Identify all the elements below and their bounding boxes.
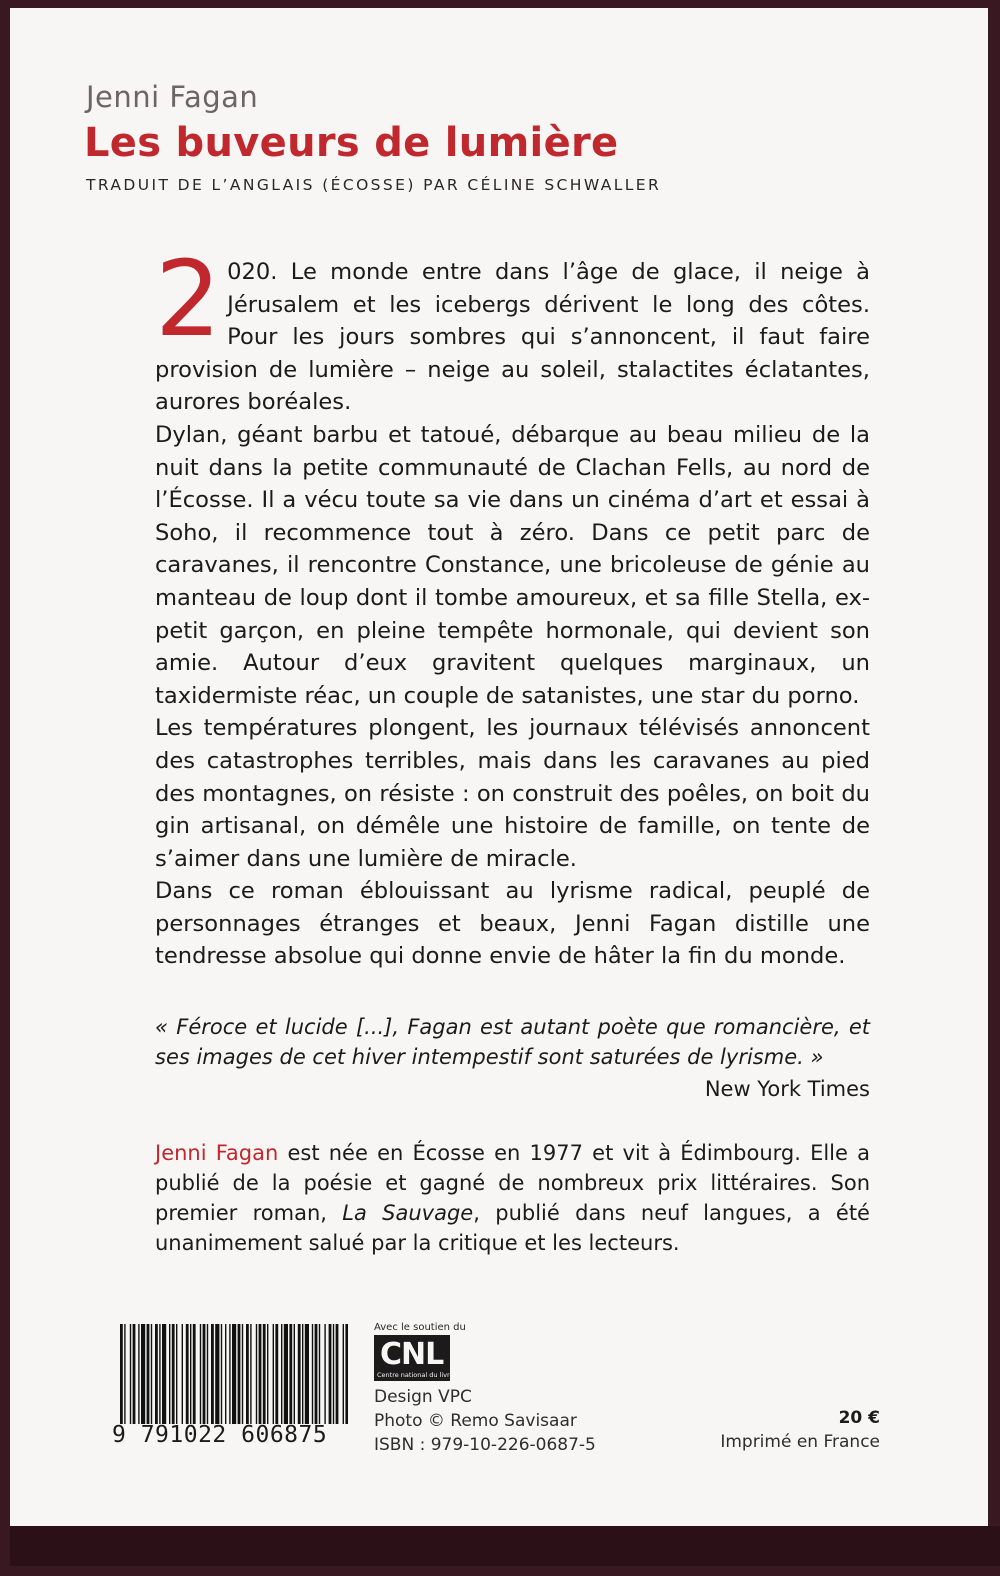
barcode-bar (246, 1324, 249, 1424)
barcode-bar (263, 1324, 266, 1424)
drop-cap: 2 (155, 238, 222, 360)
barcode-bar (238, 1324, 241, 1424)
barcode-bars (120, 1324, 348, 1424)
barcode-bar (284, 1324, 288, 1424)
barcode-bar (172, 1324, 175, 1424)
barcode-bar (176, 1324, 177, 1424)
barcode-bar (200, 1324, 201, 1424)
barcode-bar (294, 1324, 295, 1424)
bio-book-title: La Sauvage (342, 1201, 474, 1225)
author-name: Jenni Fagan (86, 80, 259, 114)
translator-credit: TRADUIT DE L’ANGLAIS (ÉCOSSE) PAR CÉLINE SCHWALLER (86, 176, 662, 194)
blurb-paragraph-3: Les températures plongent, les journaux télévisés annoncent des catastrophes terribles, mais dans les caravanes au pied des montagnes, on résiste : on construit des poêles, on boit du gin artisanal, on démêle une histoire de famille, on tente de s’aimer dans une lumière de miracle. (155, 715, 870, 872)
barcode-bar (336, 1324, 339, 1424)
blurb-paragraph-1 (155, 238, 870, 419)
barcode-bar (242, 1324, 243, 1424)
review-quote: « Féroce et lucide [...], Fagan est autant poète que romancière, et ses images de cet hiver intempestif sont saturées de lyrisme. » (155, 1015, 870, 1069)
barcode-bar (333, 1324, 334, 1424)
printed-in: Imprimé en France (720, 1432, 880, 1452)
barcode-bar (302, 1324, 303, 1424)
barcode-bar (305, 1324, 309, 1424)
cnl-logo-letters: CNL (380, 1337, 444, 1372)
bio-text-1: est née en Écosse en 1977 et vit à Édimbourg. Elle a publié de la poésie et gagné de nombreux prix littéraires. Son premier roman, (155, 1141, 870, 1225)
barcode-bar (343, 1324, 344, 1424)
barcode-bar (151, 1324, 152, 1424)
barcode-bar (120, 1324, 123, 1424)
barcode-bar (221, 1324, 222, 1424)
barcode-bar (159, 1324, 160, 1424)
barcode-bar (130, 1324, 131, 1424)
barcode-bar (162, 1324, 166, 1424)
barcode-bar (229, 1324, 230, 1424)
barcode-bar (329, 1324, 332, 1424)
support-label: Avec le soutien du (374, 1322, 466, 1333)
barcode-bar (169, 1324, 170, 1424)
price: 20 € (838, 1408, 880, 1428)
barcode-bar (193, 1324, 196, 1424)
barcode-bar (207, 1324, 208, 1424)
blurb-paragraph-4: Dans ce roman éblouissant au lyrisme radical, peuplé de personnages étranges et beaux, Jenni Fagan distille une tendresse absolue qui donne envie de hâter la fin du monde. (155, 878, 870, 970)
barcode-bar (182, 1324, 183, 1424)
barcode-bar (275, 1324, 278, 1424)
barcode-bar (324, 1324, 325, 1424)
barcode-bar (298, 1324, 301, 1424)
barcode-bar (133, 1324, 136, 1424)
isbn: ISBN : 979-10-226-0687-5 (374, 1435, 596, 1455)
barcode-bar (215, 1324, 219, 1424)
barcode-bar (312, 1324, 313, 1424)
cnl-logo (374, 1335, 454, 1381)
bio-text-2: , publié dans neuf langues, a été unanimement salué par la critique et les lecteurs. (155, 1201, 870, 1255)
barcode-bar (250, 1324, 251, 1424)
cover-edge (10, 1526, 1000, 1566)
barcode-bar (190, 1324, 191, 1424)
design-credit: Design VPC (374, 1387, 472, 1407)
bio-author-name: Jenni Fagan (155, 1141, 279, 1165)
barcode-bar (138, 1324, 139, 1424)
barcode-bar (281, 1324, 282, 1424)
barcode-bar (225, 1324, 226, 1424)
barcode-bar (232, 1324, 236, 1424)
barcode-bar (259, 1324, 262, 1424)
credits (374, 1385, 596, 1457)
barcode-bar (203, 1324, 206, 1424)
barcode-bar (345, 1324, 348, 1424)
blurb-paragraph-1-text: 020. Le monde entre dans l’âge de glace, il neige à Jérusalem et les icebergs dérivent le long des côtes. Pour les jours sombres qui s’annoncent, il faut faire provision de lumière – neige au soleil, stalactites éclatantes, aurores boréales. (155, 259, 870, 416)
barcode-bar (256, 1324, 257, 1424)
photo-credit: Photo © Remo Savisaar (374, 1411, 577, 1431)
barcode-bar (315, 1324, 318, 1424)
barcode-bar (267, 1324, 268, 1424)
barcode-bar (273, 1324, 274, 1424)
blurb-paragraph-2: Dylan, géant barbu et tatoué, débarque au beau milieu de la nuit dans la petite communauté de Clachan Fells, au nord de l’Écosse. Il a vécu toute sa vie dans un cinéma d’art et essai à Soho, il recommence tout à zéro. Dans ce petit parc de caravanes, il rencontre Constance, une bricoleuse de génie au manteau de loup dont il tombe amoureux, et sa fille Stella, ex-petit garçon, en pleine tempête hormonale, qui devient son amie. Autour d’eux gravitent quelques marginaux, un taxidermiste réac, un couple de satanistes, une star du porno. (155, 421, 870, 709)
author-bio (155, 1138, 870, 1258)
barcode (108, 1318, 358, 1456)
barcode-bar (319, 1324, 320, 1424)
barcode-bar (186, 1324, 189, 1424)
review-source: New York Times (704, 1077, 870, 1101)
barcode-bar (211, 1324, 214, 1424)
barcode-bar (147, 1324, 150, 1424)
cnl-logo-subtitle: Centre national du livre (377, 1371, 454, 1379)
barcode-bar (155, 1324, 158, 1424)
barcode-bar (289, 1324, 292, 1424)
barcode-digits: 9 791022 606875 (112, 1422, 328, 1448)
book-title: Les buveurs de lumière (84, 120, 619, 166)
barcode-bar (141, 1324, 145, 1424)
blurb (155, 238, 870, 973)
barcode-bar (124, 1324, 125, 1424)
